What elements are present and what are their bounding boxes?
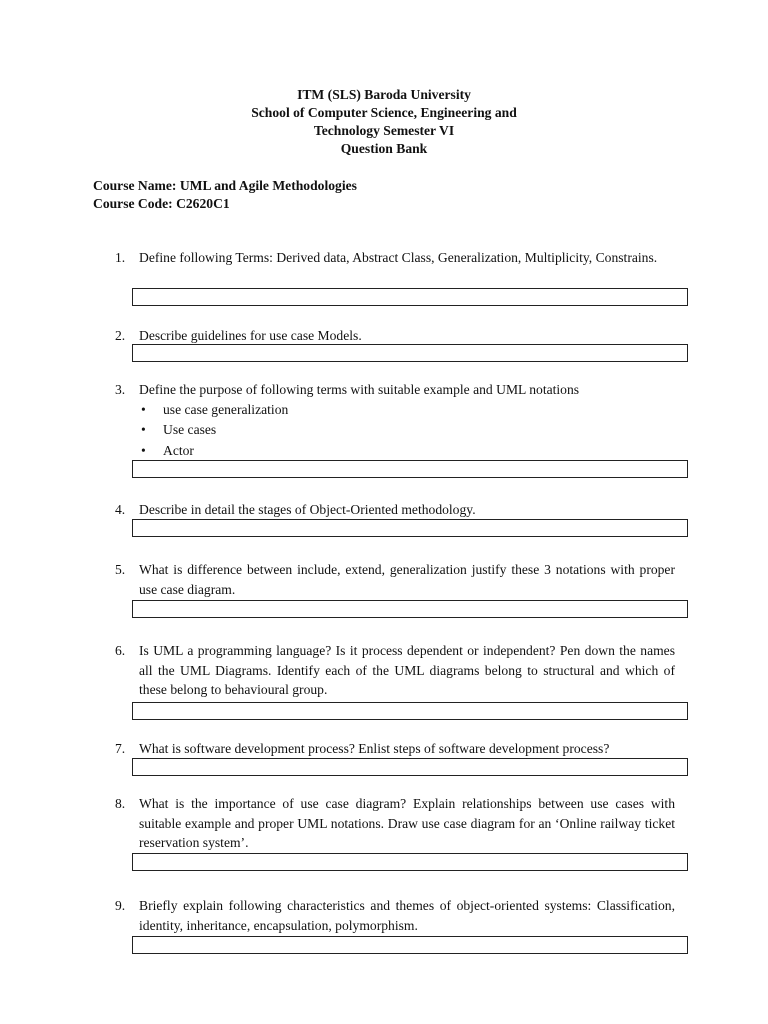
question-number: 3. xyxy=(115,382,126,397)
question-number: 7. xyxy=(115,741,126,756)
university-name: ITM (SLS) Baroda University xyxy=(297,87,471,102)
question-number: 9. xyxy=(115,898,126,913)
question-2 xyxy=(115,326,675,346)
bullet-icon: • xyxy=(141,442,146,458)
question-text: Define the purpose of following terms with suitable example and UML notations xyxy=(139,382,580,397)
school-name-line2: Technology Semester VI xyxy=(313,123,455,138)
question-text: What is the importance of use case diagram? Explain relationships between use cases with suitable example and proper UML notations. Draw use case diagram for an ‘Online railway ticket reservation system’. xyxy=(139,796,675,850)
list-item xyxy=(139,441,675,462)
question-number: 4. xyxy=(115,502,126,517)
question-number: 8. xyxy=(115,796,126,811)
question-6 xyxy=(115,641,675,700)
question-number: 5. xyxy=(115,562,126,577)
bullet-icon: • xyxy=(141,422,146,437)
question-number: 1. xyxy=(115,250,126,265)
document-title: Question Bank xyxy=(340,141,428,156)
question-4 xyxy=(115,500,675,520)
answer-box-1[interactable] xyxy=(132,288,688,306)
list-item-text: Actor xyxy=(163,442,194,458)
answer-box-5[interactable] xyxy=(132,600,688,618)
bullet-list xyxy=(139,400,675,462)
course-name: Course Name: UML and Agile Methodologies xyxy=(93,178,357,193)
question-text: Describe guidelines for use case Models. xyxy=(139,328,362,343)
answer-box-3[interactable] xyxy=(132,460,688,478)
question-8 xyxy=(115,794,675,853)
answer-box-7[interactable] xyxy=(132,758,688,776)
question-text: Is UML a programming language? Is it process dependent or independent? Pen down the names all the UML Diagrams. Identify each of the UML diagrams belong to structural and which of these belong to behavioural group. xyxy=(139,643,675,697)
question-5 xyxy=(115,560,675,599)
course-info xyxy=(93,177,357,213)
bullet-icon: • xyxy=(141,401,146,417)
list-item-text: Use cases xyxy=(163,422,217,437)
list-item-text: use case generalization xyxy=(163,401,289,417)
question-text: Briefly explain following characteristics and themes of object-oriented systems: Classification, identity, inheritance, encapsulation, polymorphism. xyxy=(139,898,675,933)
question-7 xyxy=(115,739,675,759)
document-header xyxy=(0,86,768,158)
question-1 xyxy=(115,248,675,268)
answer-box-9[interactable] xyxy=(132,936,688,954)
question-text: Describe in detail the stages of Object-Oriented methodology. xyxy=(139,502,476,517)
question-9 xyxy=(115,896,675,935)
school-name-line1: School of Computer Science, Engineering and xyxy=(251,105,517,120)
question-3 xyxy=(115,380,675,461)
question-text: Define following Terms: Derived data, Abstract Class, Generalization, Multiplicity, Constrains. xyxy=(139,250,658,265)
answer-box-6[interactable] xyxy=(132,702,688,720)
question-text: What is difference between include, extend, generalization justify these 3 notations with proper use case diagram. xyxy=(139,562,675,597)
question-number: 2. xyxy=(115,328,126,343)
course-code: Course Code: C2620C1 xyxy=(93,196,230,211)
list-item xyxy=(139,420,675,441)
question-number: 6. xyxy=(115,643,126,658)
list-item xyxy=(139,400,675,421)
answer-box-2[interactable] xyxy=(132,344,688,362)
question-text: What is software development process? Enlist steps of software development process? xyxy=(139,741,610,756)
answer-box-8[interactable] xyxy=(132,853,688,871)
answer-box-4[interactable] xyxy=(132,519,688,537)
